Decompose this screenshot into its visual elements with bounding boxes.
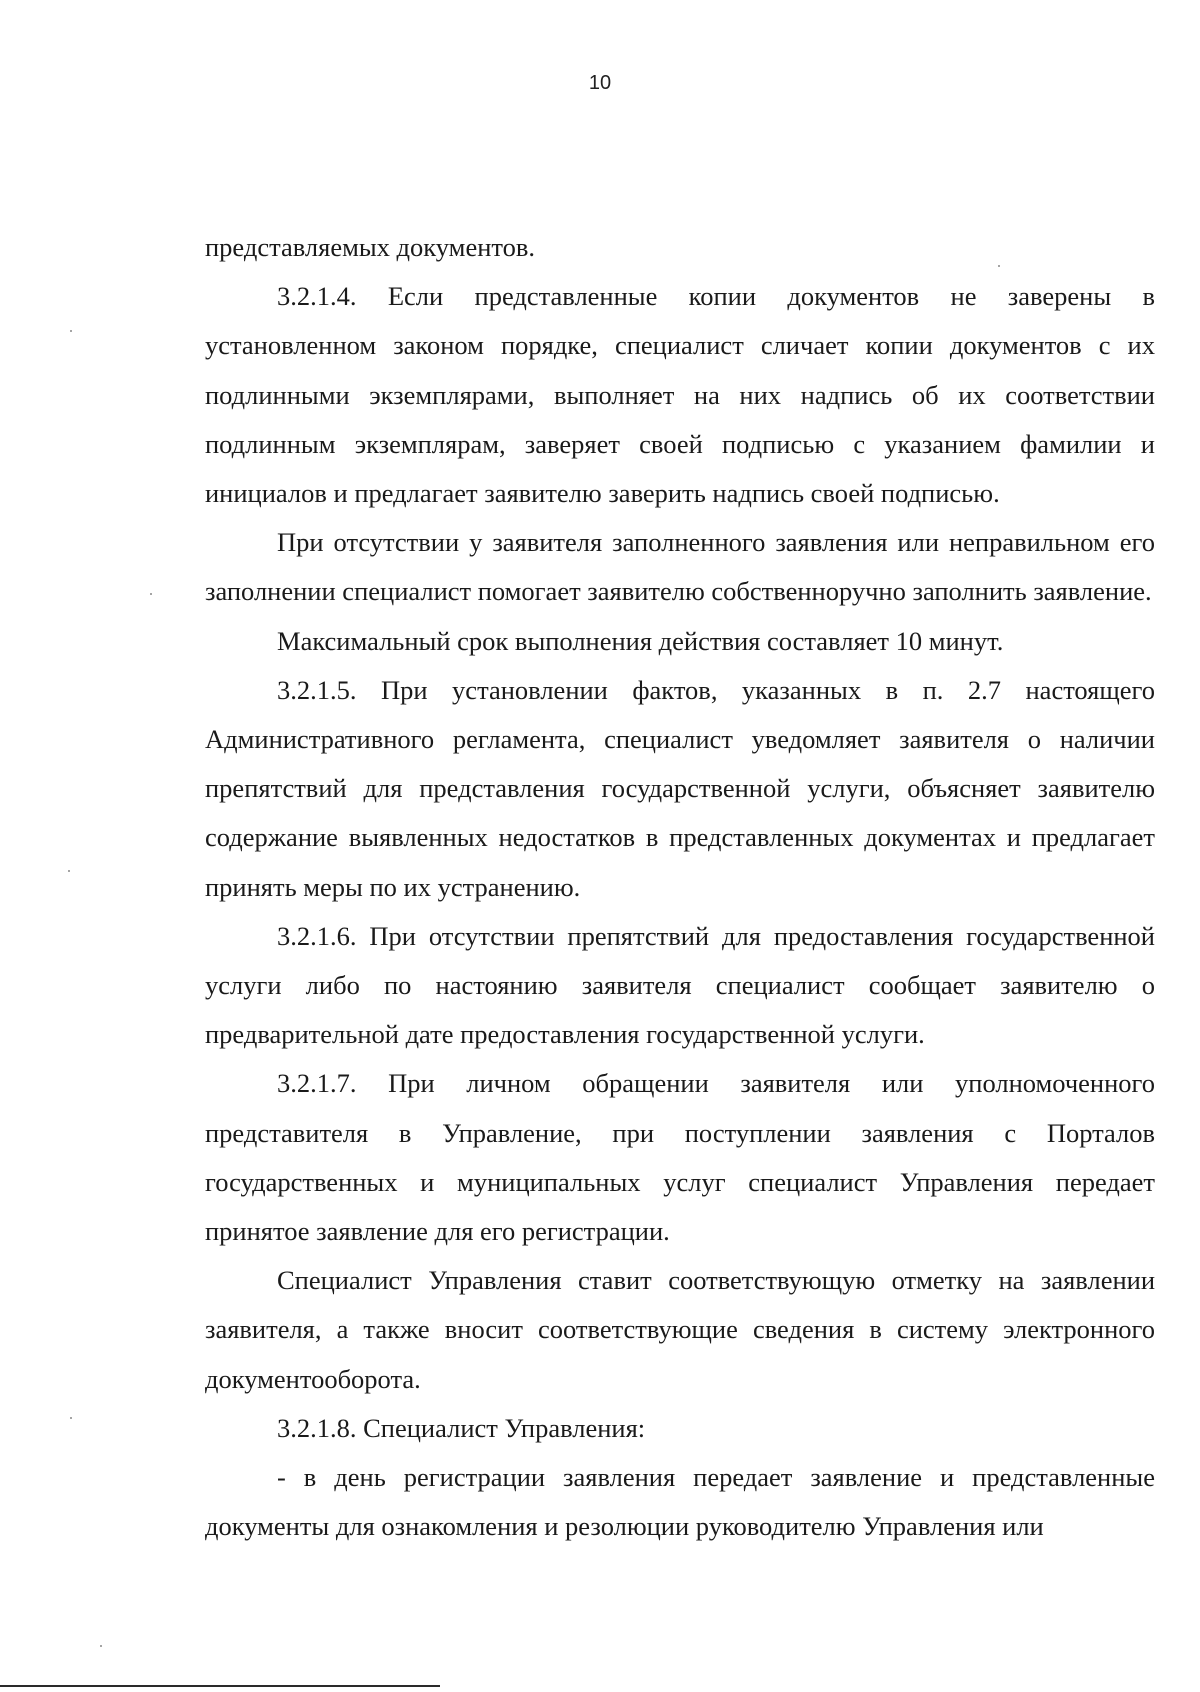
scan-speck [70, 1417, 72, 1419]
scan-speck [100, 1645, 102, 1647]
paragraph-specialist-mark: Специалист Управления ставит соответствующую отметку на заявлении заявителя, а также вносит соответствующие сведения в систему электронного документооборота. [205, 1265, 1155, 1394]
scan-speck [70, 330, 72, 332]
paragraph-max-time: Максимальный срок выполнения действия составляет 10 минут. [277, 625, 1004, 656]
paragraph-3-2-1-4: 3.2.1.4. Если представленные копии документов не заверены в установленном законом порядке, специалист сличает копии документов с их подлинными экземплярами, выполняет на них надпись об их соответствии подлинным экземплярам, заверяет своей подписью с указанием фамилии и инициалов и предлагает заявителю заверить надпись своей подписью. [205, 281, 1155, 509]
paragraph-registration-day: - в день регистрации заявления передает заявление и представленные документы для ознакомления и резолюции руководителю Управления или [205, 1462, 1155, 1542]
scan-edge-line [0, 1685, 440, 1687]
scan-speck [998, 265, 1000, 267]
scan-speck [68, 870, 70, 872]
paragraph-3-2-1-8: 3.2.1.8. Специалист Управления: [277, 1412, 646, 1443]
paragraph-3-2-1-5: 3.2.1.5. При установлении фактов, указанных в п. 2.7 настоящего Административного регламента, специалист уведомляет заявителя о наличии препятствий для представления государственной услуги, объясняет заявителю содержание выявленных недостатков в представленных документах и предлагает принять меры по их устранению. [205, 674, 1155, 902]
page-number: 10 [588, 72, 612, 94]
paragraph-1: представляемых документов. [205, 232, 536, 262]
scan-speck [150, 593, 152, 595]
paragraph-missing-application: При отсутствии у заявителя заполненного заявления или неправильном его заполнении специалист помогает заявителю собственноручно заполнить заявление. [205, 527, 1155, 607]
paragraph-3-2-1-6: 3.2.1.6. При отсутствии препятствий для предоставления государственной услуги либо по настоянию заявителя специалист сообщает заявителю о предварительной дате предоставления государственной услуги. [205, 920, 1155, 1050]
paragraph-3-2-1-7: 3.2.1.7. При личном обращении заявителя или уполномоченного представителя в Управление, при поступлении заявления с Порталов государственных и муниципальных услуг специалист Управления передает принятое заявление для его регистрации. [205, 1068, 1155, 1247]
document-body [205, 223, 1155, 1551]
